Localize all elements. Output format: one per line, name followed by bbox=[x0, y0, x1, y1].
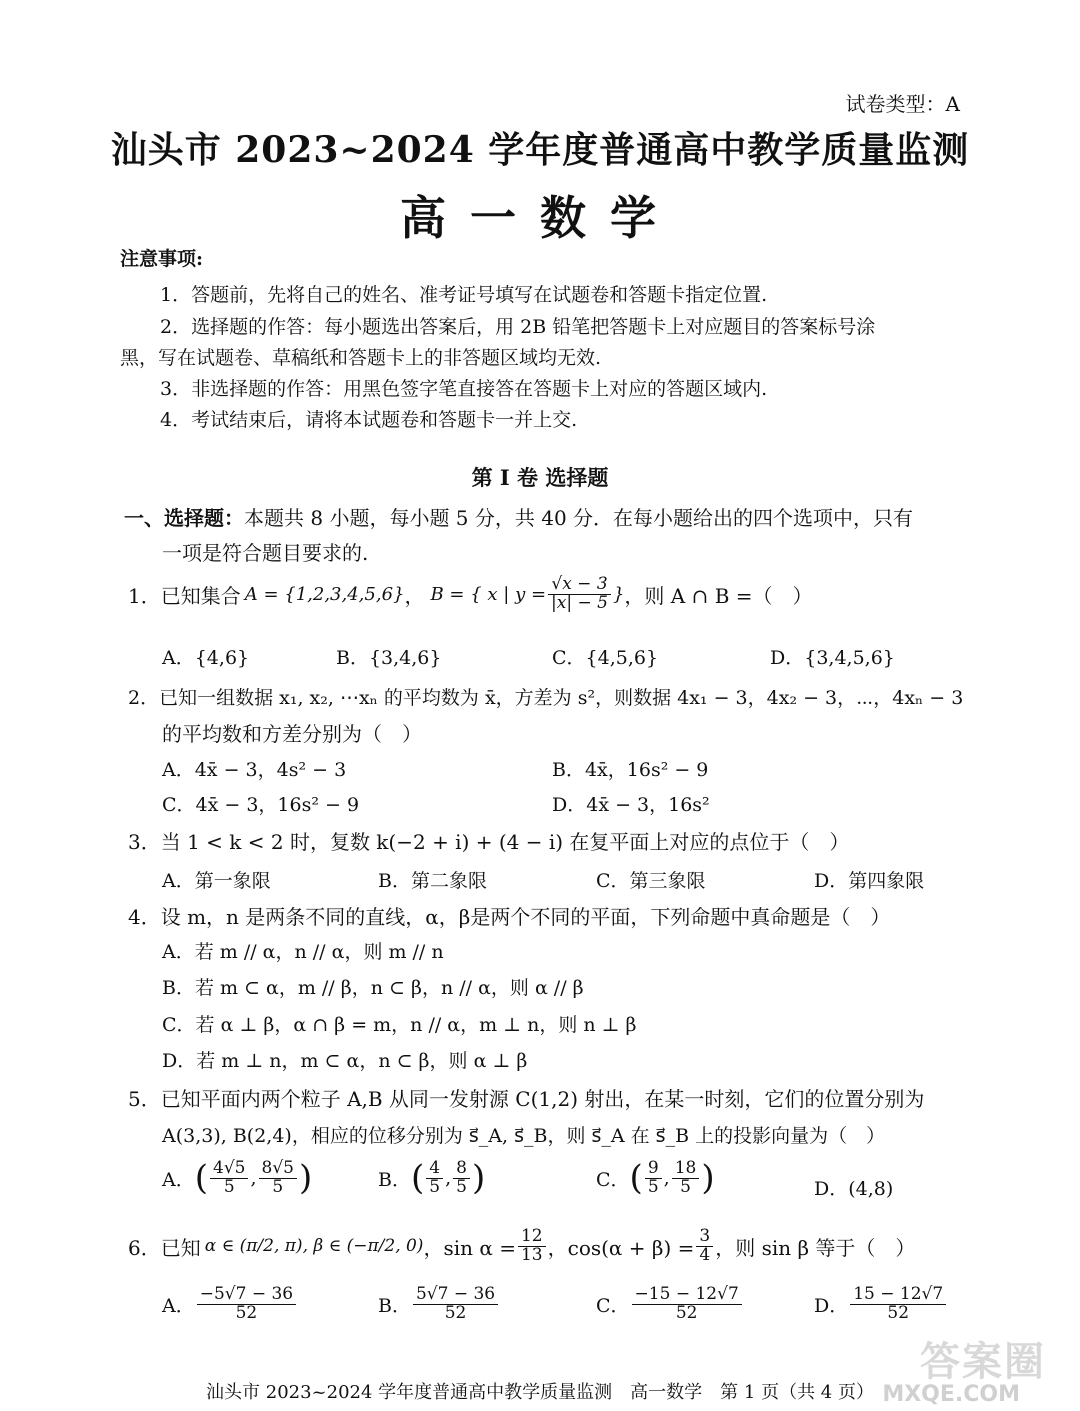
q1-option-a: A．{4,6} bbox=[162, 647, 250, 669]
q6-option-c bbox=[596, 1286, 744, 1323]
watermark-logo: 答案圈 bbox=[920, 1339, 1046, 1385]
q5-option-c-frac-1 bbox=[645, 1157, 662, 1197]
page-footer: 汕头市 2023~2024 学年度普通高中教学质量监测 高一数学 第 1 页（共 4 页） bbox=[206, 1382, 874, 1403]
q6-sin-den: 13 bbox=[520, 1244, 543, 1265]
q4-stem: 4．设 m，n 是两条不同的直线，α，β是两个不同的平面，下列命题中真命题是（ ） bbox=[128, 905, 891, 929]
q6-option-d-frac bbox=[850, 1286, 946, 1323]
q5-c-den1: 5 bbox=[647, 1176, 659, 1197]
q5-option-c: C． ( $\frac{9}{5}$ , $\frac{18}{5}$ ) bbox=[596, 1157, 715, 1198]
note-1: 1．答题前，先将自己的姓名、准考证号填写在试题卷和答题卡指定位置. bbox=[160, 284, 768, 306]
q5-option-c-label: C． bbox=[596, 1168, 630, 1191]
q6-option-a-label: A． bbox=[162, 1294, 195, 1317]
q6-cos-num: 3 bbox=[696, 1228, 713, 1247]
q4-option-a: A．若 m // α，n // α，则 m // n bbox=[162, 941, 444, 963]
section-intro bbox=[124, 502, 913, 531]
q1-set-b-prefix: B = { x | y = bbox=[430, 583, 547, 605]
q1-stem-b: ，则 A ∩ B =（ ） bbox=[624, 583, 813, 608]
q5-a-den1: 5 bbox=[223, 1176, 235, 1197]
q6-option-b-frac bbox=[413, 1286, 498, 1323]
subject-title: 高一数学 bbox=[400, 191, 680, 245]
q2-stem: 2．已知一组数据 x₁, x₂, ⋯xₙ 的平均数为 x̄，方差为 s²，则数据 4x₁ − 3，4x₂ − 3，⋯，4xₙ − 3 bbox=[128, 687, 964, 709]
q5-a-num2: 8√5 bbox=[259, 1160, 297, 1179]
section-intro-text: 本题共 8 小题，每小题 5 分，共 40 分．在每小题给出的四个选项中，只有 bbox=[244, 506, 914, 530]
q5-c-num1: 9 bbox=[645, 1160, 662, 1179]
q6-option-c-label: C． bbox=[596, 1294, 630, 1317]
q6-a-num: −5√7 − 36 bbox=[197, 1286, 296, 1305]
q1-option-d: D．{3,4,5,6} bbox=[770, 647, 895, 669]
q6-d-num: 15 − 12√7 bbox=[850, 1286, 946, 1305]
question-1 bbox=[128, 576, 813, 613]
q5-option-d: D．(4,8) bbox=[814, 1178, 894, 1200]
q5-option-b: B． ( $\frac{4}{5}$ , $\frac{8}{5}$ ) bbox=[378, 1157, 486, 1198]
q5-option-c-paren-close: ) bbox=[701, 1158, 715, 1198]
q5-option-b-paren-open: ( bbox=[410, 1158, 425, 1198]
q6-option-a bbox=[162, 1286, 298, 1323]
q6-cond-1: α ∈ (π/2, π), β ∈ (−π/2, 0) bbox=[204, 1236, 424, 1257]
paper-type: 试卷类型：A bbox=[845, 92, 960, 116]
q5-option-c-paren-open: ( bbox=[629, 1158, 643, 1198]
q5-option-b-frac-2 bbox=[453, 1157, 470, 1197]
q1-sep: ， bbox=[404, 583, 425, 608]
q5-stem: 5．已知平面内两个粒子 A,B 从同一发射源 C(1,2) 射出，在某一时刻，它们的位置分别为 bbox=[128, 1087, 925, 1111]
q2-option-d: D．4x̄ − 3，16s² bbox=[552, 794, 710, 816]
q6-cos-den: 4 bbox=[699, 1244, 711, 1265]
q1-option-c: C．{4,5,6} bbox=[552, 647, 659, 669]
q4-option-c: C．若 α ⊥ β，α ∩ β = m，n // α，m ⊥ n，则 n ⊥ β bbox=[162, 1014, 637, 1036]
q2-option-a: A．4x̄ − 3，4s² − 3 bbox=[162, 759, 347, 781]
q1-stem-a: 1．已知集合 bbox=[128, 583, 241, 608]
q2-stem-cont: 的平均数和方差分别为（ ） bbox=[162, 722, 422, 746]
q5-a-num1: 4√5 bbox=[210, 1160, 248, 1179]
q5-a-den2: 5 bbox=[272, 1176, 284, 1197]
q6-b-den: 52 bbox=[444, 1302, 467, 1323]
q6-stem-b: ，则 sin β 等于（ ） bbox=[715, 1235, 916, 1260]
q6-b-num: 5√7 − 36 bbox=[413, 1286, 498, 1305]
q5-c-den2: 5 bbox=[680, 1176, 691, 1197]
q5-b-num2: 8 bbox=[453, 1160, 470, 1179]
q5-option-a-frac-1 bbox=[210, 1157, 248, 1197]
q5-b-den1: 5 bbox=[429, 1176, 441, 1197]
note-3: 3．非选择题的作答：用黑色签字笔直接答在答题卡上对应的答题区域内. bbox=[160, 378, 768, 400]
q3-option-d: D．第四象限 bbox=[814, 870, 925, 892]
q6-c-num: −15 − 12√7 bbox=[632, 1286, 742, 1305]
q6-cond-3: ，cos(α + β) = bbox=[547, 1235, 695, 1260]
q6-sin-num: 12 bbox=[518, 1228, 546, 1247]
q1-frac-num: √x − 3 bbox=[548, 576, 610, 595]
q5-option-a: A． ( $\frac{4√5}{5}$ , $\frac{8√5}{5}$ ) bbox=[162, 1157, 313, 1198]
watermark-url: MXQE.COM bbox=[882, 1382, 1020, 1407]
q5-option-a-paren-close: ) bbox=[298, 1158, 313, 1198]
q1-frac-den: |x| − 5 bbox=[551, 592, 608, 613]
q5-stem-cont: A(3,3), B(2,4)，相应的位移分别为 s⃗_A, s⃗_B，则 s⃗_A 在 s⃗_B 上的投影向量为（ ） bbox=[162, 1125, 886, 1147]
notes-title: 注意事项: bbox=[120, 248, 204, 270]
q5-option-b-paren-close: ) bbox=[471, 1158, 486, 1198]
q5-option-b-frac-1 bbox=[426, 1157, 443, 1197]
q3-option-b: B．第二象限 bbox=[378, 870, 487, 892]
q4-option-b: B．若 m ⊂ α，m // β，n ⊂ β，n // α，则 α // β bbox=[162, 977, 584, 999]
q1-fraction bbox=[548, 576, 611, 613]
q6-option-d-label: D． bbox=[814, 1294, 849, 1317]
q4-option-d: D．若 m ⊥ n，m ⊂ α，n ⊂ β，则 α ⊥ β bbox=[162, 1050, 528, 1072]
q6-sin-fraction bbox=[518, 1228, 546, 1265]
q6-stem-a: 6．已知 bbox=[128, 1235, 201, 1260]
q2-option-c: C．4x̄ − 3，16s² − 9 bbox=[162, 794, 360, 816]
q3-option-a: A．第一象限 bbox=[162, 870, 271, 892]
q6-cos-fraction bbox=[696, 1228, 713, 1265]
section-intro-bold: 一、选择题： bbox=[124, 506, 244, 530]
q5-option-a-frac-2 bbox=[259, 1157, 297, 1197]
q5-option-b-label: B． bbox=[378, 1168, 411, 1191]
q1-set-b-suffix: } bbox=[612, 583, 625, 605]
q3-option-c: C．第三象限 bbox=[596, 870, 706, 892]
q5-b-num1: 4 bbox=[426, 1160, 443, 1179]
q1-option-b: B．{3,4,6} bbox=[336, 647, 442, 669]
q5-b-den2: 5 bbox=[456, 1176, 467, 1197]
q6-option-a-frac bbox=[197, 1286, 296, 1323]
section-title: 第 I 卷 选择题 bbox=[471, 465, 609, 490]
q6-c-den: 52 bbox=[675, 1302, 698, 1323]
q5-option-a-label: A． bbox=[162, 1168, 195, 1191]
q6-a-den: 52 bbox=[235, 1302, 258, 1323]
q6-option-c-frac bbox=[632, 1286, 742, 1323]
q2-option-b: B．4x̄，16s² − 9 bbox=[552, 759, 709, 781]
note-4: 4．考试结束后，请将本试题卷和答题卡一并上交. bbox=[160, 409, 578, 431]
q1-set-a: A = {1,2,3,4,5,6} bbox=[244, 583, 405, 605]
q6-option-b bbox=[378, 1286, 500, 1323]
q3-stem: 3．当 1 < k < 2 时，复数 k(−2 + i) + (4 − i) 在复平面上对应的点位于（ ） bbox=[128, 830, 850, 854]
q6-option-b-label: B． bbox=[378, 1294, 411, 1317]
q6-cond-2: ，sin α = bbox=[423, 1235, 516, 1260]
q5-option-c-frac-2 bbox=[672, 1157, 700, 1197]
note-2: 2．选择题的作答：每小题选出答案后，用 2B 铅笔把答题卡上对应题目的答案标号涂 bbox=[160, 316, 876, 338]
q5-option-a-paren-open: ( bbox=[194, 1158, 208, 1198]
exam-title: 汕头市 2023~2024 学年度普通高中教学质量监测 bbox=[110, 129, 970, 171]
question-6 bbox=[128, 1228, 915, 1265]
q5-c-num2: 18 bbox=[672, 1160, 700, 1179]
section-intro-cont: 一项是符合题目要求的. bbox=[162, 541, 369, 565]
note-2-cont: 黑，写在试题卷、草稿纸和答题卡上的非答题区域均无效. bbox=[120, 347, 602, 369]
q6-option-d bbox=[814, 1286, 948, 1323]
q6-d-den: 52 bbox=[887, 1302, 910, 1323]
